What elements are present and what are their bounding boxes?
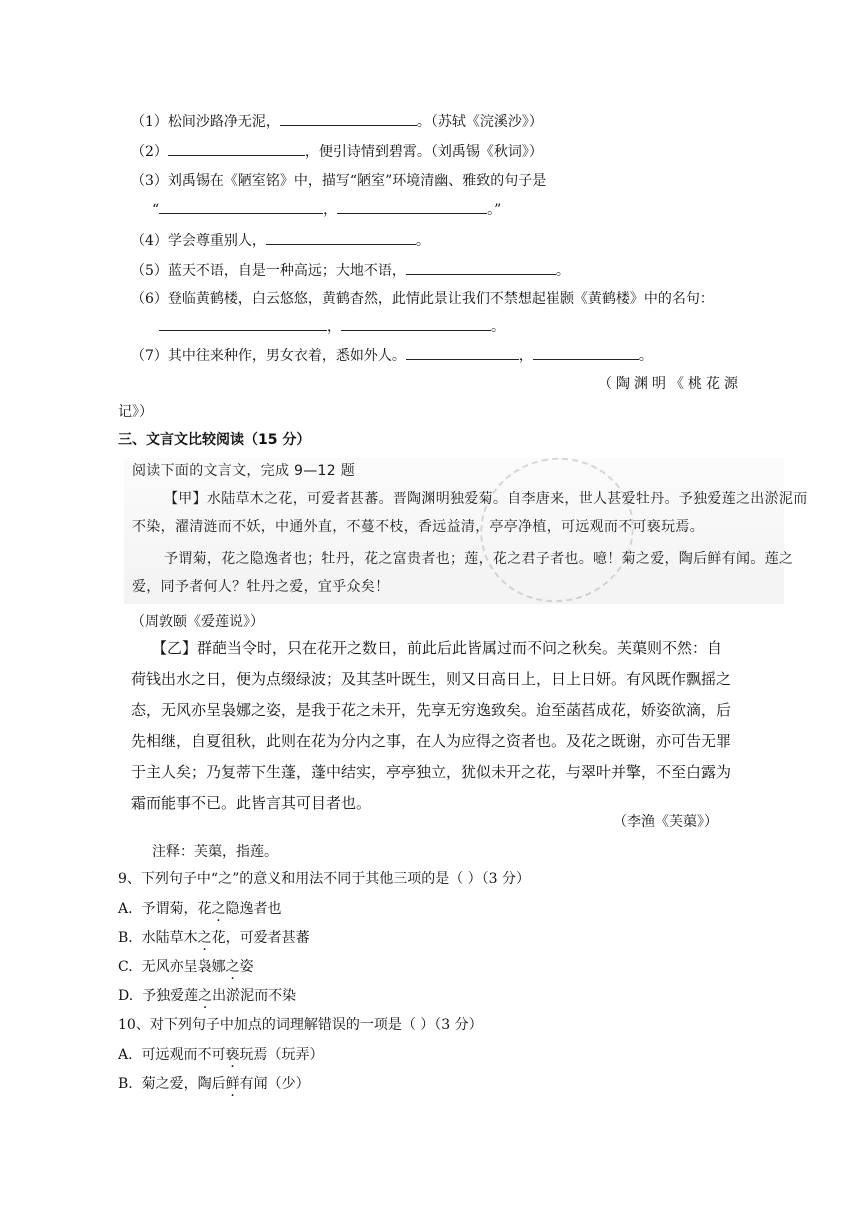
dotted-word: 之 [197,930,212,946]
option-text: 水陆草木 [141,930,198,946]
question-9-option-b[interactable] [118,928,310,948]
open-quote: “ [152,202,160,218]
question-6-answer-line [159,316,505,337]
answer-blank[interactable] [280,111,417,126]
question-6 [131,289,714,309]
option-letter: A. [118,901,133,917]
question-9-option-c[interactable] [118,957,254,977]
question-7-source-cont: 记》） [118,404,153,420]
answer-blank[interactable] [533,345,639,360]
question-2-text: ，便引诗情到碧霄。（刘禹锡《秋词》） [304,144,543,160]
question-1-source: 。（苏轼《浣溪沙》） [416,114,543,130]
passage-yi-line-1: 【乙】群葩当令时，只在花开之数日，前此后此皆属过而不问之秋矣。芙蕖则不然：自 [152,639,723,657]
reading-instruction: 阅读下面的文言文，完成 9—12 题 [132,463,356,479]
answer-blank[interactable] [159,199,323,214]
question-9-option-d[interactable] [118,986,296,1006]
answer-blank[interactable] [406,345,519,360]
question-2 [131,141,543,162]
option-text: 玩焉（玩弄） [239,1047,324,1063]
passage-yi-line-5: 于主人矣；乃复蒂下生蓬，蓬中结实，亭亭独立，犹似未开之花，与翠叶并擎，不至白露为 [131,763,732,781]
option-text: 予独爱莲 [142,988,199,1004]
passage-jia-line-4: 爱，同予者何人？牡丹之爱，宜乎众矣！ [132,579,390,595]
passage-yi-source: （李渔《芙蕖》） [613,814,718,830]
passage-jia-source: （周敦颐《爱莲说》） [131,614,264,630]
comma: ， [327,319,341,335]
passage-yi-line-2: 荷钱出水之日，便为点缀绿波；及其茎叶既生，则又日高日上，日上日妍。有风既作飘摇之 [131,670,732,688]
answer-blank[interactable] [266,230,416,245]
annotation-note: 注释：芙蕖，指莲。 [152,844,278,860]
section-3-title: 三、文言文比较阅读（15 分） [118,432,311,448]
option-text: 予谓菊，花 [141,901,212,917]
option-text: 花，可爱者甚蕃 [211,930,310,946]
question-4 [131,230,430,251]
question-1 [131,111,543,132]
option-text: 无风亦呈袅娜 [141,959,226,975]
question-3-answer-line [152,199,501,220]
option-text: 有闻（少） [239,1076,310,1092]
passage-jia-line-1: 【甲】水陆草木之花，可爱者甚蕃。晋陶渊明独爱菊。自李唐来，世人甚爱牡丹。予独爱莲之出淤泥而 [164,491,808,507]
question-10-option-a[interactable] [118,1045,323,1065]
question-10-option-b[interactable] [118,1074,310,1094]
option-text: 出淤泥而不染 [212,988,297,1004]
dotted-word: 之 [198,988,213,1004]
question-9-option-a[interactable] [118,899,281,919]
question-2-number: （2） [131,144,168,160]
answer-blank[interactable] [341,316,491,331]
period: 。 [638,348,653,364]
question-7-source: （陶渊明《桃花源 [598,376,742,392]
option-text: 菊之爱，陶后 [141,1076,226,1092]
passage-jia-line-2: 不染，濯清涟而不妖，中通外直，不蔓不枝，香远益清，亭亭净植，可远观而不可亵玩焉。 [132,519,704,535]
option-letter: B. [118,930,133,946]
question-9-stem: 9、下列句子中“之”的意义和用法不同于其他三项的是（ ）（3 分） [118,871,531,887]
option-letter: D. [118,988,134,1004]
passage-yi-line-6: 霜而能事不已。此皆言其可目者也。 [131,794,372,812]
option-letter: A. [118,1047,133,1063]
passage-yi-line-3: 态，无风亦呈袅娜之姿，是我于花之未开，先享无穷逸致矣。迨至菡萏成花，娇姿欲滴，后 [131,701,732,719]
question-10-stem: 10、对下列句子中加点的词理解错误的一项是（ ）（3 分） [118,1017,483,1033]
answer-blank[interactable] [337,199,487,214]
question-3 [131,171,546,191]
option-text: 隐逸者也 [225,901,282,917]
option-text: 姿 [239,959,254,975]
scanned-passage-image [124,458,808,604]
answer-blank[interactable] [159,316,327,331]
question-3-text: （3）刘禹锡在《陋室铭》中，描写“陋室”环境清幽、雅致的句子是 [131,173,547,189]
option-letter: B. [118,1076,133,1092]
comma: ， [518,348,533,364]
dotted-word: 之 [211,901,226,917]
period: 。 [415,233,430,249]
answer-blank[interactable] [406,260,556,275]
dotted-word: 鲜 [225,1076,240,1092]
answer-blank[interactable] [168,141,305,156]
question-5 [131,260,570,281]
passage-yi-line-4: 先相继，自夏徂秋，此则在花为分内之事，在人为应得之资者也。及花之既谢，亦可告无罪 [131,732,732,750]
question-7-text: （7）其中往来种作，男女衣着，悉如外人。 [131,348,406,364]
question-1-text: （1）松间沙路净无泥， [131,114,280,130]
dotted-word: 亵 [225,1047,240,1063]
option-text: 可远观而不可 [141,1047,226,1063]
question-6-text: （6）登临黄鹤楼，白云悠悠，黄鹤杳然，此情此景让我们不禁想起崔颢《黄鹤楼》中的名句： [131,291,714,307]
period: 。 [491,319,505,335]
question-4-text: （4）学会尊重别人， [131,233,266,249]
passage-jia-line-3: 予谓菊，花之隐逸者也；牡丹，花之富贵者也；莲，花之君子者也。噫！菊之爱，陶后鲜有闻。莲之 [164,551,794,567]
question-5-text: （5）蓝天不语，自是一种高远；大地不语， [131,263,406,279]
dotted-word: 之 [225,959,240,975]
close-quote: 。” [487,202,502,218]
question-7 [131,345,653,366]
option-letter: C. [118,959,133,975]
period: 。 [555,263,570,279]
comma: ， [323,202,338,218]
